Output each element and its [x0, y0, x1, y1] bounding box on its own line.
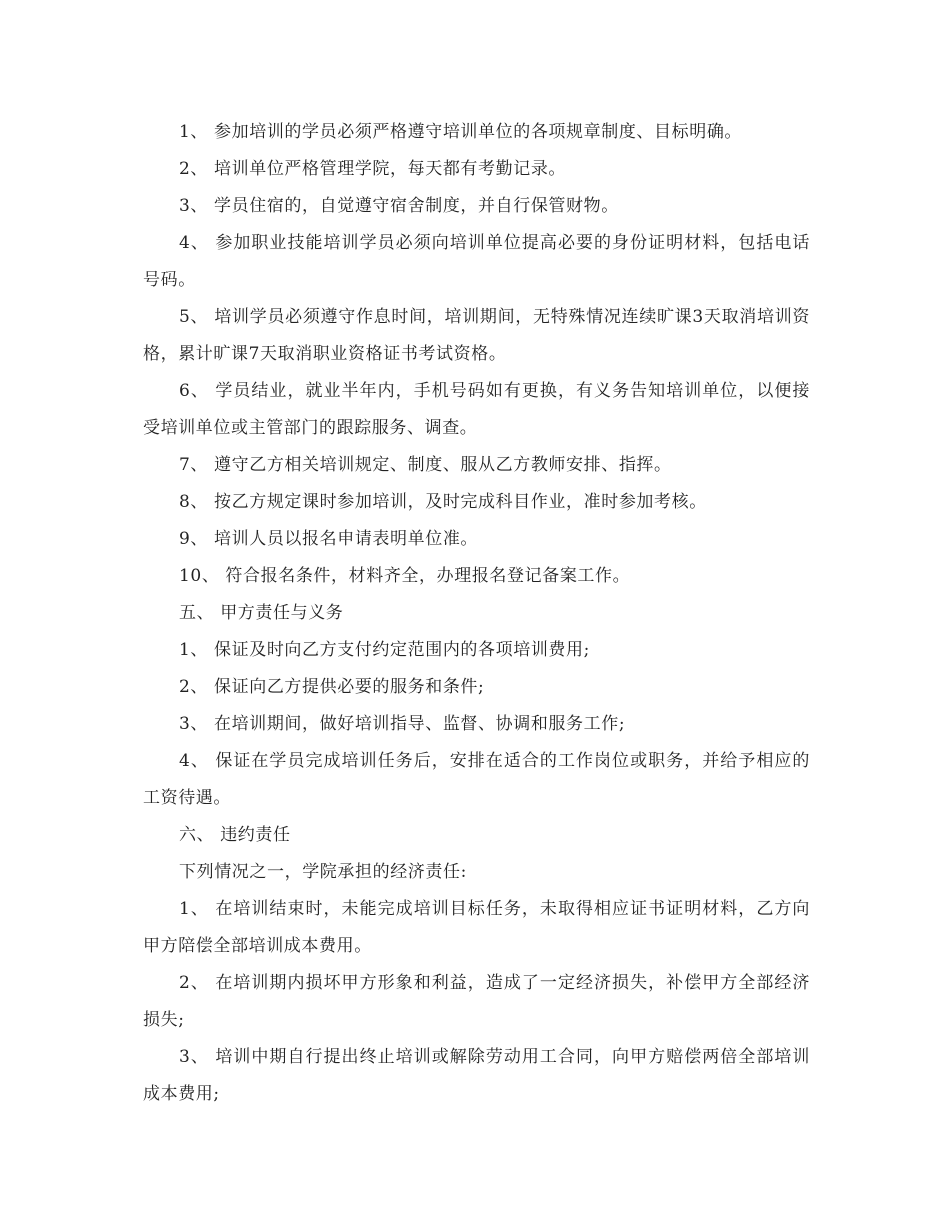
clause-student-4: 4、 参加职业技能培训学员必须向培训单位提高必要的身份证明材料，包括电话号码。: [143, 233, 810, 290]
document-body: [143, 114, 810, 1113]
clause-party-a-3: 3、 在培训期间，做好培训指导、监督、协调和服务工作;: [179, 714, 626, 734]
clause-student-2: 2、 培训单位严格管理学院，每天都有考勤记录。: [179, 159, 567, 179]
section-heading-party-a-duties: 五、 甲方责任与义务: [179, 603, 344, 623]
clause-party-a-4: 4、 保证在学员完成培训任务后，安排在适合的工作岗位或职务，并给予相应的工资待遇。: [143, 751, 810, 808]
clause-liability-1: 1、 在培训结束时，未能完成培训目标任务，未取得相应证书证明材料，乙方向甲方陪偿全部培训成本费用。: [143, 899, 810, 956]
clause-student-6: 6、 学员结业，就业半年内，手机号码如有更换，有义务告知培训单位，以便接受培训单位或主管部门的跟踪服务、调查。: [143, 381, 810, 438]
clause-student-1: 1、 参加培训的学员必须严格遵守培训单位的各项规章制度、目标明确。: [179, 122, 743, 142]
clause-student-3: 3、 学员住宿的，自觉遵守宿舍制度，并自行保管财物。: [179, 196, 619, 216]
clause-student-10: 10、 符合报名条件，材料齐全，办理报名登记备案工作。: [179, 566, 631, 586]
section-heading-breach-liability: 六、 违约责任: [179, 825, 291, 845]
clause-student-7: 7、 遵守乙方相关培训规定、制度、服从乙方教师安排、指挥。: [179, 455, 672, 475]
clause-party-a-1: 1、 保证及时向乙方支付约定范围内的各项培训费用;: [179, 640, 590, 660]
liability-intro: 下列情况之一，学院承担的经济责任:: [179, 862, 467, 882]
clause-student-5: 5、 培训学员必须遵守作息时间，培训期间，无特殊情况连续旷课3天取消培训资格，累计旷课7天取消职业资格证书考试资格。: [143, 307, 810, 364]
clause-student-8: 8、 按乙方规定课时参加培训，及时完成科目作业，准时参加考核。: [179, 492, 707, 512]
clause-student-9: 9、 培训人员以报名申请表明单位准。: [179, 529, 479, 549]
clause-liability-2: 2、 在培训期内损坏甲方形象和利益，造成了一定经济损失，补偿甲方全部经济损失;: [143, 973, 810, 1030]
clause-liability-3: 3、 培训中期自行提出终止培训或解除劳动用工合同，向甲方赔偿两倍全部培训成本费用;: [143, 1047, 810, 1104]
clause-party-a-2: 2、 保证向乙方提供必要的服务和条件;: [179, 677, 485, 697]
